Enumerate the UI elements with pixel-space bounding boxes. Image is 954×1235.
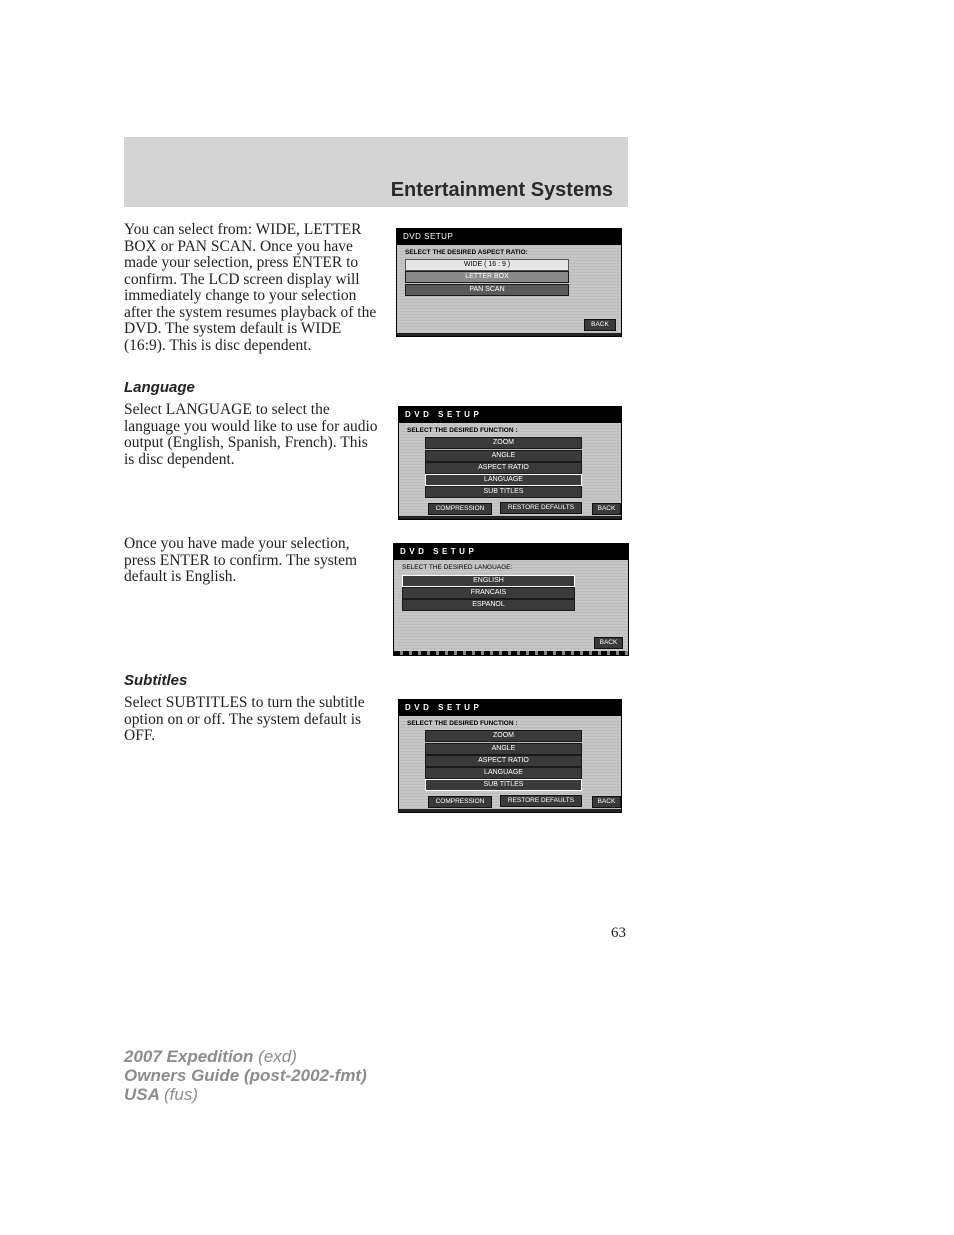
option-language[interactable]: LANGUAGE	[425, 767, 582, 779]
option-zoom[interactable]: ZOOM	[425, 437, 582, 449]
screen-prompt: SELECT THE DESIRED FUNCTION :	[407, 720, 518, 727]
restore-defaults-button[interactable]: RESTORE DEFAULTS	[500, 795, 582, 807]
back-button[interactable]: BACK	[592, 503, 621, 515]
option-aspect-ratio[interactable]: ASPECT RATIO	[425, 462, 582, 474]
restore-defaults-button[interactable]: RESTORE DEFAULTS	[500, 502, 582, 514]
footer-model: 2007 Expedition	[124, 1047, 254, 1066]
subtitles-heading: Subtitles	[124, 672, 188, 689]
screen-title: DVD SETUP	[397, 229, 621, 245]
back-button[interactable]: BACK	[594, 637, 623, 649]
footer-market: USA	[124, 1085, 160, 1104]
option-angle[interactable]: ANGLE	[425, 743, 582, 755]
screen-title: DVD SETUP	[399, 700, 621, 716]
screen-title: DVD SETUP	[399, 407, 621, 423]
language-paragraph: Select LANGUAGE to select the language you would like to use for audio output (English, Spanish, French). This is disc dependent.	[124, 401, 378, 468]
screen-prompt: SELECT THE DESIRED ASPECT RATIO:	[405, 249, 528, 256]
option-sub-titles[interactable]: SUB TITLES	[425, 779, 582, 791]
screen-title: DVD SETUP	[394, 544, 628, 560]
option-english[interactable]: ENGLISH	[402, 575, 575, 587]
dvd-setup-language-screen	[393, 543, 629, 656]
document-footer	[124, 1047, 367, 1104]
dvd-setup-function-screen-subtitles	[398, 699, 622, 813]
dvd-setup-function-screen	[398, 406, 622, 520]
back-button[interactable]: BACK	[592, 796, 621, 808]
footer-line-3	[124, 1085, 367, 1104]
screen-bottom-border	[399, 809, 621, 812]
compression-button[interactable]: COMPRESSION	[428, 503, 492, 515]
compression-button[interactable]: COMPRESSION	[428, 796, 492, 808]
option-letter-box[interactable]: LETTER BOX	[405, 271, 569, 283]
footer-line-2	[124, 1066, 367, 1085]
back-button[interactable]: BACK	[584, 319, 616, 331]
page-number: 63	[611, 925, 626, 941]
option-angle[interactable]: ANGLE	[425, 450, 582, 462]
option-pan-scan[interactable]: PAN SCAN	[405, 284, 569, 296]
option-francais[interactable]: FRANCAIS	[402, 587, 575, 599]
screen-bottom-border	[394, 651, 628, 655]
screen-prompt: SELECT THE DESIRED FUNCTION :	[407, 427, 518, 434]
option-wide[interactable]: WIDE ( 16 : 9 )	[405, 259, 569, 271]
section-title: Entertainment Systems	[390, 179, 613, 201]
footer-line-1	[124, 1047, 367, 1066]
subtitles-paragraph: Select SUBTITLES to turn the subtitle option on or off. The system default is OFF.	[124, 694, 365, 744]
footer-market-code: (fus)	[164, 1085, 198, 1104]
option-zoom[interactable]: ZOOM	[425, 730, 582, 742]
option-espanol[interactable]: ESPANOL	[402, 599, 575, 611]
option-aspect-ratio[interactable]: ASPECT RATIO	[425, 755, 582, 767]
footer-model-code: (exd)	[258, 1047, 297, 1066]
footer-guide: Owners Guide (post-2002-fmt)	[124, 1066, 367, 1085]
option-sub-titles[interactable]: SUB TITLES	[425, 486, 582, 498]
option-language[interactable]: LANGUAGE	[425, 474, 582, 486]
screen-bottom-border	[397, 333, 621, 336]
dvd-setup-aspect-screen	[396, 228, 622, 337]
screen-prompt: SELECT THE DESIRED LANGUAGE:	[402, 564, 513, 571]
aspect-ratio-paragraph: You can select from: WIDE, LETTER BOX or PAN SCAN. Once you have made your selection, press ENTER to confirm. The LCD screen display will immediately change to your selection after the system resumes playback of the DVD. The system default is WIDE (16:9). This is disc dependent.	[124, 221, 377, 354]
language-confirm-paragraph: Once you have made your selection, press ENTER to confirm. The system default is English.	[124, 535, 358, 585]
screen-bottom-border	[399, 516, 621, 519]
section-header-band	[124, 137, 628, 207]
language-heading: Language	[124, 379, 195, 396]
